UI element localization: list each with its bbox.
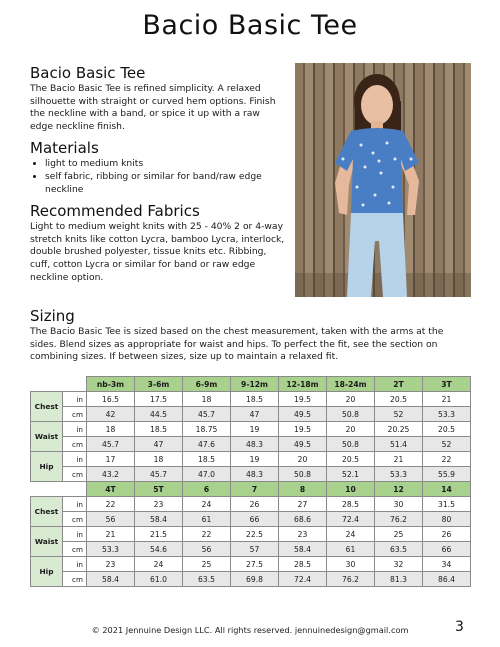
- measurement-value: 17: [87, 452, 135, 467]
- materials-item: • light to medium knits: [45, 158, 285, 171]
- measurement-label: Waist: [31, 422, 63, 452]
- fabrics-heading: Recommended Fabrics: [30, 202, 200, 221]
- measurement-value: 57: [231, 542, 279, 557]
- measurement-value: 44.5: [135, 407, 183, 422]
- measurement-value: 32: [375, 557, 423, 572]
- measurement-value: 52: [423, 437, 471, 452]
- model-photo: [295, 63, 471, 297]
- measurement-value: 50.8: [327, 407, 375, 422]
- measurement-value: 20.25: [375, 422, 423, 437]
- size-header-cell: 3T: [423, 377, 471, 392]
- unit-label: in: [63, 422, 87, 437]
- measurement-value: 61: [327, 542, 375, 557]
- size-chart-body: [31, 377, 471, 587]
- measurement-label: Hip: [31, 452, 63, 482]
- measurement-value: 86.4: [423, 572, 471, 587]
- materials-section: [30, 139, 285, 196]
- sizing-heading: Sizing: [30, 307, 75, 325]
- table-row: [31, 452, 471, 467]
- measurement-value: 21: [87, 527, 135, 542]
- measurement-value: 19: [231, 422, 279, 437]
- page-title: Bacio Basic Tee: [142, 10, 358, 41]
- measurement-value: 45.7: [87, 437, 135, 452]
- unit-label: cm: [63, 437, 87, 452]
- measurement-value: 20.5: [423, 422, 471, 437]
- measurement-value: 58.4: [279, 542, 327, 557]
- measurement-value: 21.5: [135, 527, 183, 542]
- table-row: [31, 542, 471, 557]
- measurement-value: 63.5: [375, 542, 423, 557]
- measurement-value: 58.4: [135, 512, 183, 527]
- measurement-value: 22: [87, 497, 135, 512]
- measurement-value: 25: [375, 527, 423, 542]
- measurement-value: 56: [183, 542, 231, 557]
- child-in-blue-tee-illustration: [295, 63, 471, 297]
- size-header-cell: 6: [183, 482, 231, 497]
- size-header-cell: 14: [423, 482, 471, 497]
- table-row: [31, 467, 471, 482]
- fabrics-text: Light to medium weight knits with 25 - 40% 2 or 4-way stretch knits like cotton Lycra, bamboo Lycra, interlock, double brushed polyester, tissue knits etc. Ribbing, cuff, cotton Lycra or similar for band or raw edge neckline option.: [30, 221, 285, 283]
- measurement-value: 47.0: [183, 467, 231, 482]
- measurement-value: 47: [231, 407, 279, 422]
- page-number: 3: [455, 619, 464, 635]
- measurement-value: 22: [183, 527, 231, 542]
- table-row: [31, 557, 471, 572]
- measurement-value: 19.5: [279, 422, 327, 437]
- measurement-value: 72.4: [327, 512, 375, 527]
- measurement-value: 23: [135, 497, 183, 512]
- table-row: [31, 527, 471, 542]
- measurement-value: 27.5: [231, 557, 279, 572]
- unit-label: in: [63, 452, 87, 467]
- measurement-value: 18.75: [183, 422, 231, 437]
- measurement-value: 18.5: [231, 392, 279, 407]
- measurement-value: 20.5: [375, 392, 423, 407]
- table-row: [31, 497, 471, 512]
- header-blank-cell: [31, 377, 87, 392]
- measurement-value: 55.9: [423, 467, 471, 482]
- unit-label: cm: [63, 572, 87, 587]
- measurement-value: 42: [87, 407, 135, 422]
- intro-heading: Bacio Basic Tee: [30, 64, 146, 82]
- size-header-cell: 3-6m: [135, 377, 183, 392]
- sizing-section: [30, 307, 470, 364]
- fabrics-section: [30, 202, 285, 284]
- measurement-value: 61.0: [135, 572, 183, 587]
- measurement-value: 49.5: [279, 437, 327, 452]
- measurement-value: 18: [183, 392, 231, 407]
- measurement-value: 19.5: [279, 392, 327, 407]
- measurement-value: 54.6: [135, 542, 183, 557]
- measurement-value: 20: [279, 452, 327, 467]
- unit-label: cm: [63, 467, 87, 482]
- table-row: [31, 407, 471, 422]
- measurement-value: 61: [183, 512, 231, 527]
- unit-label: cm: [63, 512, 87, 527]
- table-row: [31, 392, 471, 407]
- size-chart-table: [30, 376, 471, 587]
- measurement-value: 34: [423, 557, 471, 572]
- measurement-value: 20: [327, 422, 375, 437]
- measurement-value: 45.7: [135, 467, 183, 482]
- measurement-value: 69.8: [231, 572, 279, 587]
- measurement-value: 52.1: [327, 467, 375, 482]
- size-header-cell: 4T: [87, 482, 135, 497]
- measurement-value: 68.6: [279, 512, 327, 527]
- measurement-value: 66: [231, 512, 279, 527]
- measurement-value: 16.5: [87, 392, 135, 407]
- measurement-value: 27: [279, 497, 327, 512]
- measurement-value: 22: [423, 452, 471, 467]
- measurement-value: 31.5: [423, 497, 471, 512]
- size-header-cell: 10: [327, 482, 375, 497]
- materials-item: • self fabric, ribbing or similar for band/raw edge neckline: [45, 171, 285, 196]
- measurement-value: 23: [279, 527, 327, 542]
- measurement-value: 24: [183, 497, 231, 512]
- measurement-value: 50.8: [279, 467, 327, 482]
- measurement-value: 17.5: [135, 392, 183, 407]
- size-header-cell: 9-12m: [231, 377, 279, 392]
- measurement-value: 48.3: [231, 467, 279, 482]
- measurement-value: 72.4: [279, 572, 327, 587]
- measurement-value: 49.5: [279, 407, 327, 422]
- measurement-value: 66: [423, 542, 471, 557]
- measurement-value: 26: [231, 497, 279, 512]
- header-blank-cell: [31, 482, 87, 497]
- measurement-value: 24: [135, 557, 183, 572]
- measurement-value: 52: [375, 407, 423, 422]
- unit-label: in: [63, 557, 87, 572]
- measurement-value: 28.5: [327, 497, 375, 512]
- size-header-cell: nb-3m: [87, 377, 135, 392]
- unit-label: in: [63, 527, 87, 542]
- measurement-value: 23: [87, 557, 135, 572]
- size-header-cell: 12: [375, 482, 423, 497]
- table-row: [31, 422, 471, 437]
- measurement-value: 80: [423, 512, 471, 527]
- measurement-value: 18: [87, 422, 135, 437]
- intro-text: The Bacio Basic Tee is refined simplicity. A relaxed silhouette with straight or curved hem options. Finish the neckline with a band, or spice it up with a raw edge neckline finish.: [30, 83, 276, 132]
- measurement-label: Hip: [31, 557, 63, 587]
- size-header-cell: 18-24m: [327, 377, 375, 392]
- sizing-text: The Bacio Basic Tee is sized based on the chest measurement, taken with the arms at the sides. Blend sizes as appropriate for waist and hips. To perfect the fit, see the section on combining sizes. If between sizes, size up to maintain a relaxed fit.: [30, 326, 444, 363]
- measurement-value: 21: [423, 392, 471, 407]
- measurement-value: 45.7: [183, 407, 231, 422]
- measurement-value: 18.5: [183, 452, 231, 467]
- measurement-value: 81.3: [375, 572, 423, 587]
- unit-label: cm: [63, 407, 87, 422]
- measurement-label: Chest: [31, 497, 63, 527]
- measurement-value: 28.5: [279, 557, 327, 572]
- measurement-value: 24: [327, 527, 375, 542]
- measurement-value: 22.5: [231, 527, 279, 542]
- measurement-value: 58.4: [87, 572, 135, 587]
- unit-label: cm: [63, 542, 87, 557]
- unit-label: in: [63, 497, 87, 512]
- measurement-label: Chest: [31, 392, 63, 422]
- table-row: [31, 437, 471, 452]
- measurement-value: 53.3: [87, 542, 135, 557]
- materials-list: [30, 158, 285, 196]
- measurement-value: 53.3: [423, 407, 471, 422]
- size-header-cell: 12-18m: [279, 377, 327, 392]
- measurement-value: 47.6: [183, 437, 231, 452]
- measurement-value: 48.3: [231, 437, 279, 452]
- measurement-value: 76.2: [375, 512, 423, 527]
- measurement-value: 25: [183, 557, 231, 572]
- measurement-value: 47: [135, 437, 183, 452]
- size-header-cell: 5T: [135, 482, 183, 497]
- measurement-value: 18: [135, 452, 183, 467]
- table-row: [31, 572, 471, 587]
- measurement-value: 26: [423, 527, 471, 542]
- unit-label: in: [63, 392, 87, 407]
- measurement-value: 53.3: [375, 467, 423, 482]
- measurement-value: 63.5: [183, 572, 231, 587]
- measurement-value: 43.2: [87, 467, 135, 482]
- size-header-row: [31, 482, 471, 497]
- measurement-label: Waist: [31, 527, 63, 557]
- size-header-cell: 2T: [375, 377, 423, 392]
- measurement-value: 21: [375, 452, 423, 467]
- measurement-value: 20.5: [327, 452, 375, 467]
- size-header-cell: 6-9m: [183, 377, 231, 392]
- measurement-value: 50.8: [327, 437, 375, 452]
- measurement-value: 30: [375, 497, 423, 512]
- measurement-value: 18.5: [135, 422, 183, 437]
- measurement-value: 51.4: [375, 437, 423, 452]
- table-row: [31, 512, 471, 527]
- size-header-cell: 7: [231, 482, 279, 497]
- intro-section: [30, 64, 285, 133]
- footer-copyright: © 2021 Jennuine Design LLC. All rights reserved. jennuinedesign@gmail.com: [91, 625, 409, 635]
- measurement-value: 20: [327, 392, 375, 407]
- materials-heading: Materials: [30, 139, 99, 158]
- measurement-value: 56: [87, 512, 135, 527]
- size-header-cell: 8: [279, 482, 327, 497]
- measurement-value: 19: [231, 452, 279, 467]
- description-column: [30, 64, 285, 290]
- size-header-row: [31, 377, 471, 392]
- measurement-value: 30: [327, 557, 375, 572]
- measurement-value: 76.2: [327, 572, 375, 587]
